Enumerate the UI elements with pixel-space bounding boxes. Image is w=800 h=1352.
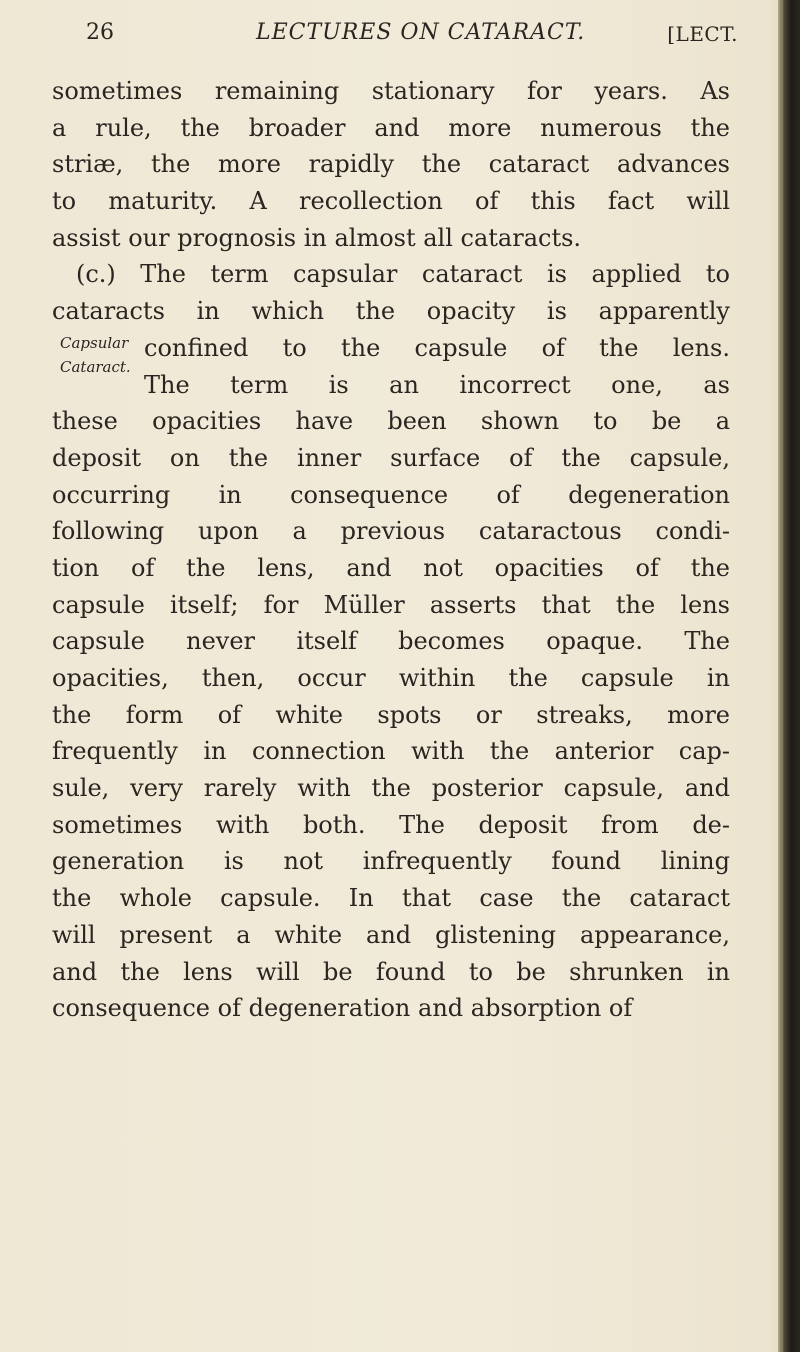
text-line: cataracts in which the opacity is apparently	[52, 297, 730, 326]
text-line: frequently in connection with the anterior cap-	[52, 737, 730, 766]
text-line: capsule itself; for Müller asserts that the lens	[52, 590, 730, 619]
page-header	[86, 16, 746, 56]
text-line: confined to the capsule of the lens.	[144, 333, 730, 362]
text-line: The term is an incorrect one, as	[144, 370, 730, 399]
text-line: occurring in consequence of degeneration	[52, 480, 730, 509]
body-text	[52, 73, 730, 1027]
text-line: these opacities have been shown to be a	[52, 407, 730, 436]
text-line: (c.) The term capsular cataract is applied to	[76, 260, 730, 289]
text-line: will present a white and glistening appearance,	[52, 920, 730, 949]
text-line: consequence of degeneration and absorption of	[52, 994, 633, 1023]
text-line: and the lens will be found to be shrunken in	[52, 957, 730, 986]
text-line: assist our prognosis in almost all cataracts.	[52, 223, 582, 252]
text-line: opacities, then, occur within the capsule in	[52, 664, 730, 692]
text-line: deposit on the inner surface of the capsule,	[52, 443, 730, 472]
text-line: the form of white spots or streaks, more	[52, 700, 730, 729]
text-line: generation is not infrequently found lining	[52, 847, 730, 876]
text-line: sometimes with both. The deposit from de-	[52, 810, 730, 839]
text-line: striæ, the more rapidly the cataract advances	[52, 150, 730, 179]
margin-note-line: Capsular	[60, 334, 129, 352]
page-edge-shadow	[778, 0, 800, 1352]
text-line: tion of the lens, and not opacities of the	[52, 553, 730, 582]
text-line: to maturity. A recollection of this fact will	[52, 187, 730, 216]
page-number: 26	[86, 20, 114, 45]
running-tag: [LECT.	[667, 22, 738, 46]
text-line: the whole capsule. In that case the cataract	[52, 884, 730, 913]
text-line: sule, very rarely with the posterior capsule, and	[52, 774, 730, 803]
text-line: capsule never itself becomes opaque. The	[52, 627, 730, 656]
margin-note-line: Cataract.	[60, 358, 131, 376]
text-line: sometimes remaining stationary for years. As	[52, 77, 730, 105]
text-line: following upon a previous cataractous condi-	[52, 517, 730, 546]
running-title: LECTURES ON CATARACT.	[256, 20, 586, 45]
text-line: a rule, the broader and more numerous the	[52, 113, 730, 142]
